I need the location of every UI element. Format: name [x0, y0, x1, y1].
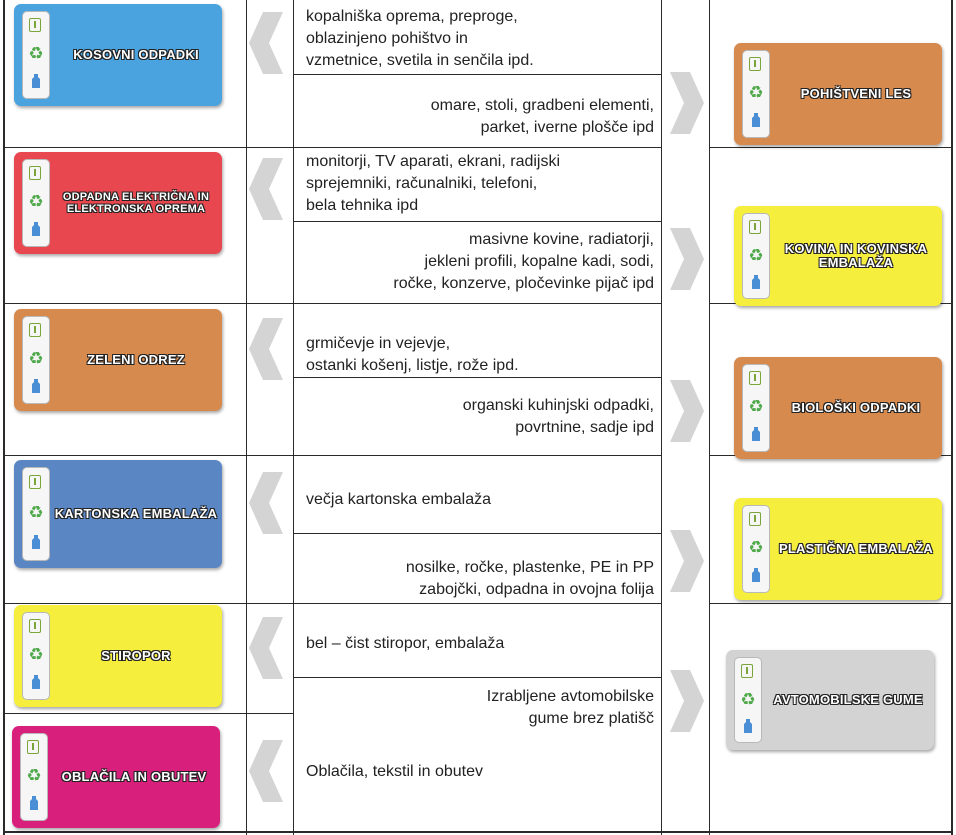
chevron-left-icon	[249, 740, 283, 802]
book-icon	[29, 18, 41, 32]
chevron-right-icon	[670, 670, 704, 732]
description-line: Oblačila, tekstil in obutev	[306, 763, 483, 780]
card-zeleni-odrez	[14, 309, 222, 411]
description-kovina	[298, 229, 654, 295]
column-divider	[709, 0, 710, 835]
card-pohistveni-les	[734, 43, 942, 145]
book-icon	[29, 166, 41, 180]
description-zeleni-odrez	[306, 333, 656, 377]
description-avtomobilske-gume	[298, 686, 654, 730]
row-divider	[293, 677, 661, 678]
column-divider	[661, 0, 662, 835]
bottle-icon	[29, 796, 39, 810]
recycle-icon: ♻	[28, 503, 44, 523]
card-label: POHIŠTVENI LES	[800, 86, 912, 101]
chevron-left-icon	[249, 318, 283, 380]
card-label: ODPADNA ELEKTRIČNA IN ELEKTRONSKA OPREMA	[62, 191, 210, 215]
description-oblacila	[306, 761, 656, 783]
description-line: Izrabljene avtomobilske	[486, 688, 654, 705]
card-plasticna-embalaza	[734, 498, 942, 600]
bottle-icon	[31, 535, 41, 549]
bin-icon-strip	[22, 11, 50, 99]
column-divider	[246, 0, 247, 835]
description-line: oblazinjeno pohištvo in	[306, 30, 468, 47]
description-line: nosilke, ročke, plastenke, PE in PP	[405, 559, 654, 576]
table-border-left	[3, 0, 5, 835]
row-divider	[293, 303, 661, 304]
recycle-icon: ♻	[748, 538, 764, 558]
book-icon	[749, 512, 761, 526]
description-line: gume brez platišč	[528, 710, 654, 727]
description-line: parket, iverne plošče ipd	[480, 119, 654, 136]
bin-icon-strip	[22, 316, 50, 404]
card-kovina-in-kovinska-embalaza	[734, 206, 942, 306]
description-pohistveni-les	[298, 95, 654, 139]
recycle-icon: ♻	[748, 246, 764, 266]
chevron-left-icon	[249, 472, 283, 534]
row-divider	[3, 713, 293, 714]
bin-icon-strip	[22, 612, 50, 700]
row-divider	[3, 147, 293, 148]
card-label: ZELENI ODREZ	[87, 352, 185, 367]
description-line: zabojčki, odpadna in ovojna folija	[419, 581, 654, 598]
row-divider	[293, 533, 661, 534]
recycle-icon: ♻	[28, 645, 44, 665]
book-icon	[29, 619, 41, 633]
description-line: bel – čist stiropor, embalaža	[306, 635, 505, 652]
description-line: ročke, konzerve, pločevinke pijač ipd	[393, 275, 654, 292]
bottle-icon	[751, 568, 761, 582]
description-line: monitorji, TV aparati, ekrani, radijski	[306, 153, 561, 170]
card-label: BIOLOŠKI ODPADKI	[791, 400, 921, 415]
card-bioloski-odpadki	[734, 357, 942, 459]
bin-icon-strip	[742, 213, 770, 299]
card-label: KOVINA IN KOVINSKA EMBALAŽA	[784, 241, 928, 270]
description-line: grmičevje in vejevje,	[306, 335, 451, 352]
card-avtomobilske-gume	[726, 650, 934, 750]
recycle-icon: ♻	[26, 766, 42, 786]
description-bioloski-odpadki	[298, 395, 654, 439]
description-stiropor	[306, 633, 656, 655]
description-plasticna-embalaza	[298, 557, 654, 601]
description-line: jekleni profili, kopalne kadi, sodi,	[424, 253, 654, 270]
row-divider	[293, 603, 661, 604]
bottle-icon	[31, 222, 41, 236]
bottle-icon	[743, 719, 753, 733]
chevron-left-icon	[249, 158, 283, 220]
chevron-right-icon	[670, 380, 704, 442]
recycle-icon: ♻	[28, 192, 44, 212]
card-odpadna-elektricna-oprema	[14, 152, 222, 254]
card-label: KARTONSKA EMBALAŽA	[54, 506, 218, 521]
card-kartonska-embalaza	[14, 460, 222, 568]
bin-icon-strip	[742, 505, 770, 593]
card-label: OBLAČILA IN OBUTEV	[61, 769, 207, 784]
row-divider	[3, 455, 293, 456]
description-line: kopalniška oprema, preproge,	[306, 8, 518, 25]
book-icon	[29, 475, 41, 489]
bin-icon-strip	[22, 159, 50, 247]
description-line: masivne kovine, radiatorji,	[469, 231, 654, 248]
card-label: STIROPOR	[101, 648, 171, 663]
card-oblacila-in-obutev	[12, 726, 220, 828]
chevron-right-icon	[670, 72, 704, 134]
row-divider	[3, 603, 293, 604]
row-divider	[3, 303, 293, 304]
description-line: vzmetnice, svetila in senčila ipd.	[306, 52, 534, 69]
bottle-icon	[751, 427, 761, 441]
bottle-icon	[31, 74, 41, 88]
book-icon	[29, 323, 41, 337]
bin-icon-strip	[22, 467, 50, 561]
description-line: povrtnine, sadje ipd	[515, 419, 654, 436]
book-icon	[27, 740, 39, 754]
book-icon	[749, 220, 761, 234]
bottle-icon	[751, 113, 761, 127]
recycle-icon: ♻	[740, 690, 756, 710]
description-elektricna-oprema	[306, 151, 656, 217]
description-line: organski kuhinjski odpadki,	[462, 397, 654, 414]
card-label: AVTOMOBILSKE GUME	[773, 692, 923, 707]
chevron-right-icon	[670, 228, 704, 290]
recycle-icon: ♻	[28, 44, 44, 64]
description-kosovni-odpadki	[306, 6, 656, 72]
row-divider	[293, 377, 661, 378]
description-line: omare, stoli, gradbeni elementi,	[430, 97, 654, 114]
recycle-icon: ♻	[28, 349, 44, 369]
bin-icon-strip	[742, 50, 770, 138]
description-line: ostanki košenj, listje, rože ipd.	[306, 357, 519, 374]
card-label: KOSOVNI ODPADKI	[73, 47, 199, 62]
chevron-right-icon	[670, 530, 704, 592]
bottle-icon	[751, 275, 761, 289]
description-kartonska-embalaza	[306, 489, 656, 511]
chevron-left-icon	[249, 617, 283, 679]
description-line: večja kartonska embalaža	[306, 491, 491, 508]
table-border-bottom	[3, 831, 953, 833]
row-divider	[293, 221, 661, 222]
row-divider	[293, 74, 661, 75]
book-icon	[749, 57, 761, 71]
bottle-icon	[31, 379, 41, 393]
description-line: sprejemniki, računalniki, telefoni,	[306, 175, 538, 192]
table-border-right	[951, 0, 953, 835]
card-label: PLASTIČNA EMBALAŽA	[778, 541, 934, 556]
row-divider	[293, 147, 661, 148]
bin-icon-strip	[20, 733, 48, 821]
card-kosovni-odpadki	[14, 4, 222, 106]
chevron-left-icon	[249, 12, 283, 74]
column-divider	[293, 0, 294, 835]
recycle-icon: ♻	[748, 83, 764, 103]
row-divider	[709, 147, 953, 148]
bin-icon-strip	[742, 364, 770, 452]
recycle-icon: ♻	[748, 397, 764, 417]
bin-icon-strip	[734, 657, 762, 743]
book-icon	[749, 371, 761, 385]
description-line: bela tehnika ipd	[306, 197, 419, 214]
bottle-icon	[31, 675, 41, 689]
row-divider	[709, 603, 953, 604]
book-icon	[741, 664, 753, 678]
row-divider	[293, 455, 661, 456]
card-stiropor	[14, 605, 222, 707]
